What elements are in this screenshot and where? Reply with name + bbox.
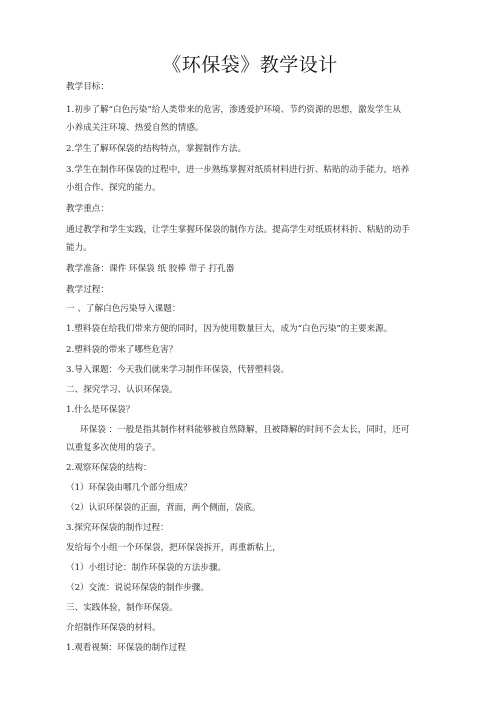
document-title: 《环保袋》教学设计 [162,54,338,76]
watch-video: 1.观看视频：环保袋的制作过程 [66,643,186,653]
materials-intro: 介绍制作环保袋的材料。 [66,623,161,633]
process-instruction: 发给每个小组一个环保袋，把环保袋拆开，再重新粘上， [66,543,281,553]
section-heading-objectives: 教学目标： [66,82,109,92]
structure-question-2: （2）认识环保袋的正面，背面，两个侧面，袋底。 [66,503,261,513]
step-2-item-2: 2.观察环保袋的结构： [66,463,152,473]
teaching-preparation: 教学准备：课件 环保袋 纸 胶棒 带子 打孔器 [66,264,235,274]
definition-line-1: 环保袋 ：一般是指其制作材料能够被自然降解，且被降解的时间不会太长，同时，还可 [80,425,410,435]
definition-line-2: 以重复多次使用的袋子。 [66,443,161,453]
objective-3-line-1: 3.学生在制作环保袋的过程中，进一步熟练掌握对纸质材料进行折、粘贴的动手能力，培养 [66,165,410,175]
step-2-item-1: 1.什么是环保袋？ [66,405,135,415]
section-heading-process: 教学过程： [66,285,109,295]
step-2-heading: 二、探究学习、认识环保袋。 [66,385,178,395]
objective-1-line-2: 小养成关注环境、热爱自然的情感。 [66,123,204,133]
step-1-item-1: 1.塑料袋在给我们带来方便的同时，因为使用数量巨大，成为“白色污染”的主要来源。 [66,324,393,334]
key-point-line-1: 通过教学和学生实践，让学生掌握环保袋的制作方法。提高学生对纸质材料折、粘贴的动手 [66,225,410,235]
objective-2: 2.学生了解环保袋的结构特点，掌握制作方法。 [66,144,247,154]
step-3-heading: 三、实践体验，制作环保袋。 [66,603,178,613]
objective-3-line-2: 小组合作、探究的能力。 [66,183,161,193]
section-heading-key-points: 教学重点： [66,204,109,214]
structure-question-1: （1）环保袋由哪几个部分组成？ [66,483,192,493]
process-discussion: （1）小组讨论：制作环保袋的方法步骤。 [66,563,227,573]
process-exchange: （2）交流：说说环保袋的制作步骤。 [66,583,209,593]
objective-1-line-1: 1.初步了解“白色污染”给人类带来的危害，渗透爱护环境、节约资源的思想，激发学生从 [66,105,401,115]
step-1-item-2: 2.塑料袋的带来了哪些危害？ [66,345,178,355]
step-2-item-3: 3.探究环保袋的制作过程： [66,523,169,533]
key-point-line-2: 能力。 [66,243,92,253]
step-1-heading: 一 、了解白色污染导入课题： [66,304,181,314]
step-1-item-3: 3.导入课题：今天我们就来学习制作环保袋，代替塑料袋。 [66,365,290,375]
